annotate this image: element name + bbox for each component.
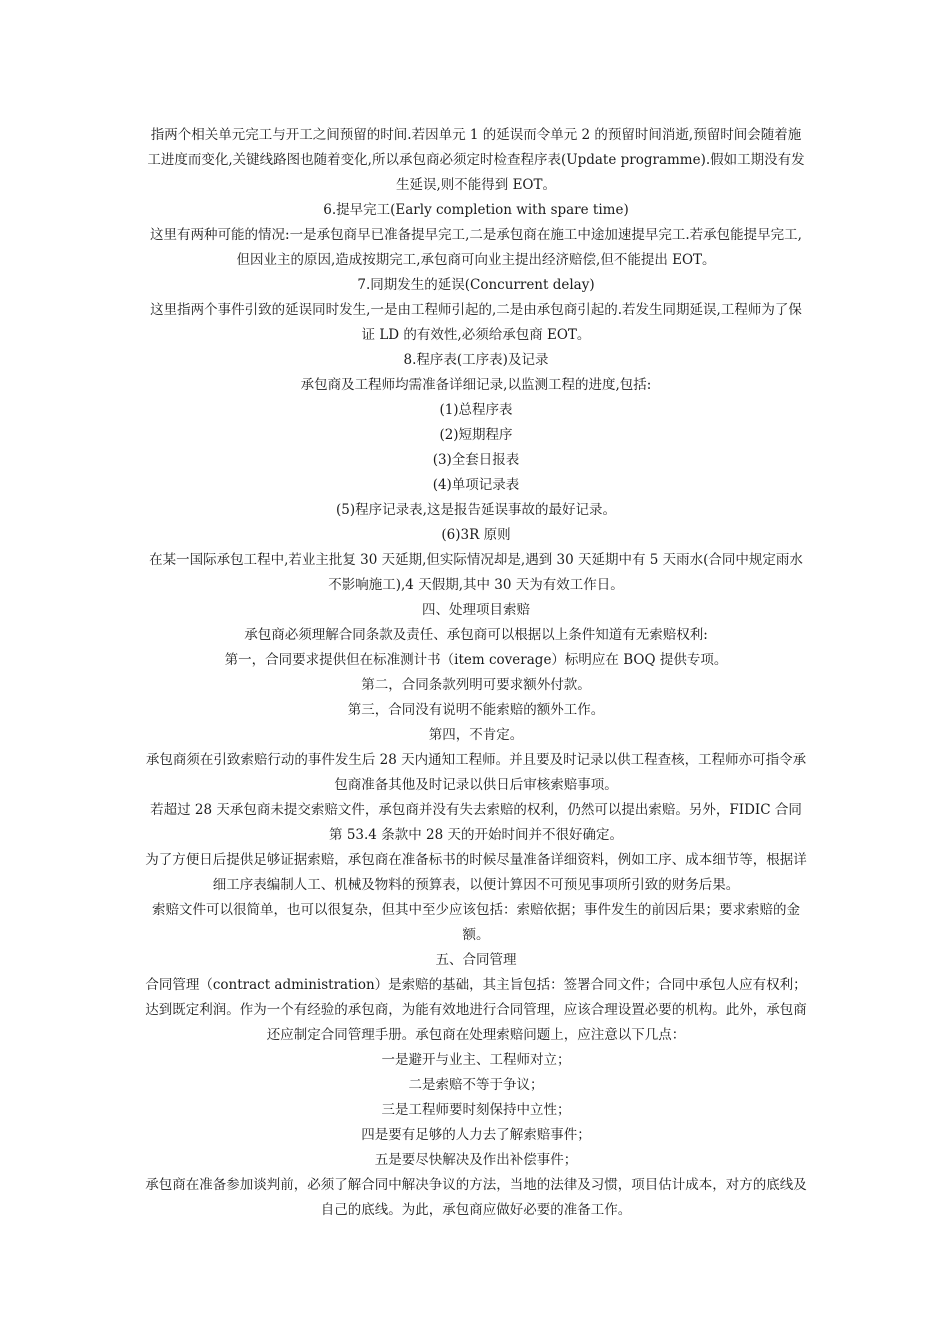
- list-item-daily-reports: (3)全套日报表: [432, 452, 520, 468]
- paragraph-late-submission: 若超过 28 天承包商未提交索赔文件，承包商并没有失去索赔的权利，仍然可以提出索赔。另外，FIDIC 合同第 53.4 条款中 28 天的开始时间并不很好确定。: [150, 802, 802, 843]
- claims-point-fourth: 第四，不肯定。: [428, 727, 524, 743]
- document-body: [145, 123, 807, 1223]
- paragraph-float-time: 指两个相关单元完工与开工之间预留的时间.若因单元 1 的延误而令单元 2 的预留时间消逝,预留时间会随着施工进度而变化,关键线路图也随着变化,所以承包商必须定时检查程序表(Update programme).假如工期没有发生延误,则不能得到 EOT。: [147, 127, 805, 193]
- list-item-master-programme: (1)总程序表: [439, 402, 513, 418]
- list-item-3r-principle: (6)3R 原则: [441, 527, 511, 543]
- list-item-single-records: (4)单项记录表: [432, 477, 520, 493]
- management-point-three: 三是工程师要时刻保持中立性；: [381, 1102, 571, 1118]
- heading-contract-management: 五、合同管理: [435, 952, 517, 968]
- paragraph-claims-intro: 承包商必须理解合同条款及责任、承包商可以根据以上条件知道有无索赔权利:: [244, 627, 708, 643]
- heading-concurrent-delay: 7.同期发生的延误(Concurrent delay): [357, 277, 595, 293]
- heading-claims: 四、处理项目索赔: [422, 602, 530, 618]
- list-item-programme-records: (5)程序记录表,这是报告延误事故的最好记录。: [336, 502, 616, 518]
- paragraph-negotiation-preparation: 承包商在准备参加谈判前，必须了解合同中解决争议的方法，当地的法律及习惯，项目估计成本，对方的底线及自己的底线。为此，承包商应做好必要的准备工作。: [145, 1177, 807, 1218]
- management-point-four: 四是要有足够的人力去了解索赔事件；: [361, 1127, 591, 1143]
- heading-early-completion: 6.提早完工(Early completion with spare time): [323, 202, 629, 218]
- claims-point-third: 第三，合同没有说明不能索赔的额外工作。: [347, 702, 605, 718]
- list-item-short-term-programme: (2)短期程序: [439, 427, 513, 443]
- management-point-two: 二是索赔不等于争议；: [408, 1077, 544, 1093]
- paragraph-contract-administration: 合同管理（contract administration）是索赔的基础，其主旨包括：签署合同文件；合同中承包人应有权利；达到既定利润。作为一个有经验的承包商，为能有效地进行合同管理，应该合理设置必要的机构。此外，承包商还应制定合同管理手册。承包商在处理索赔问题上，应注意以下几点：: [145, 977, 807, 1043]
- claims-point-first: 第一，合同要求提供但在标准测计书（item coverage）标明应在 BOQ 提供专项。: [224, 652, 728, 668]
- management-point-one: 一是避开与业主、工程师对立；: [381, 1052, 571, 1068]
- paragraph-claim-document: 索赔文件可以很简单，也可以很复杂，但其中至少应该包括：索赔依据；事件发生的前因后果；要求索赔的金额。: [152, 902, 800, 943]
- paragraph-early-completion: 这里有两种可能的情况:一是承包商早已准备提早完工,二是承包商在施工中途加速提早完工.若承包能提早完工,但因业主的原因,造成按期完工,承包商可向业主提出经济赔偿,但不能提出 EOT。: [150, 227, 802, 268]
- paragraph-evidence-preparation: 为了方便日后提供足够证据索赔，承包商在准备标书的时候尽量准备详细资料，例如工序、成本细节等，根据详细工序表编制人工、机械及物料的预算表，以便计算因不可预见事项所引致的财务后果。: [145, 852, 807, 893]
- management-point-five: 五是要尽快解决及作出补偿事件；: [374, 1152, 578, 1168]
- paragraph-records-intro: 承包商及工程师均需准备详细记录,以监测工程的进度,包括:: [300, 377, 652, 393]
- paragraph-extension-example: 在某一国际承包工程中,若业主批复 30 天延期,但实际情况却是,遇到 30 天延期中有 5 天雨水(合同中规定雨水不影响施工),4 天假期,其中 30 天为有效工作日。: [149, 552, 803, 593]
- claims-point-second: 第二，合同条款列明可要求额外付款。: [361, 677, 591, 693]
- paragraph-28-day-notice: 承包商须在引致索赔行动的事件发生后 28 天内通知工程师。并且要及时记录以供工程查核，工程师亦可指令承包商准备其他及时记录以供日后审核索赔事项。: [145, 752, 807, 793]
- heading-programme-records: 8.程序表(工序表)及记录: [403, 352, 549, 368]
- paragraph-concurrent-delay: 这里指两个事件引致的延误同时发生,一是由工程师引起的,二是由承包商引起的.若发生同期延误,工程师为了保证 LD 的有效性,必须给承包商 EOT。: [150, 302, 802, 343]
